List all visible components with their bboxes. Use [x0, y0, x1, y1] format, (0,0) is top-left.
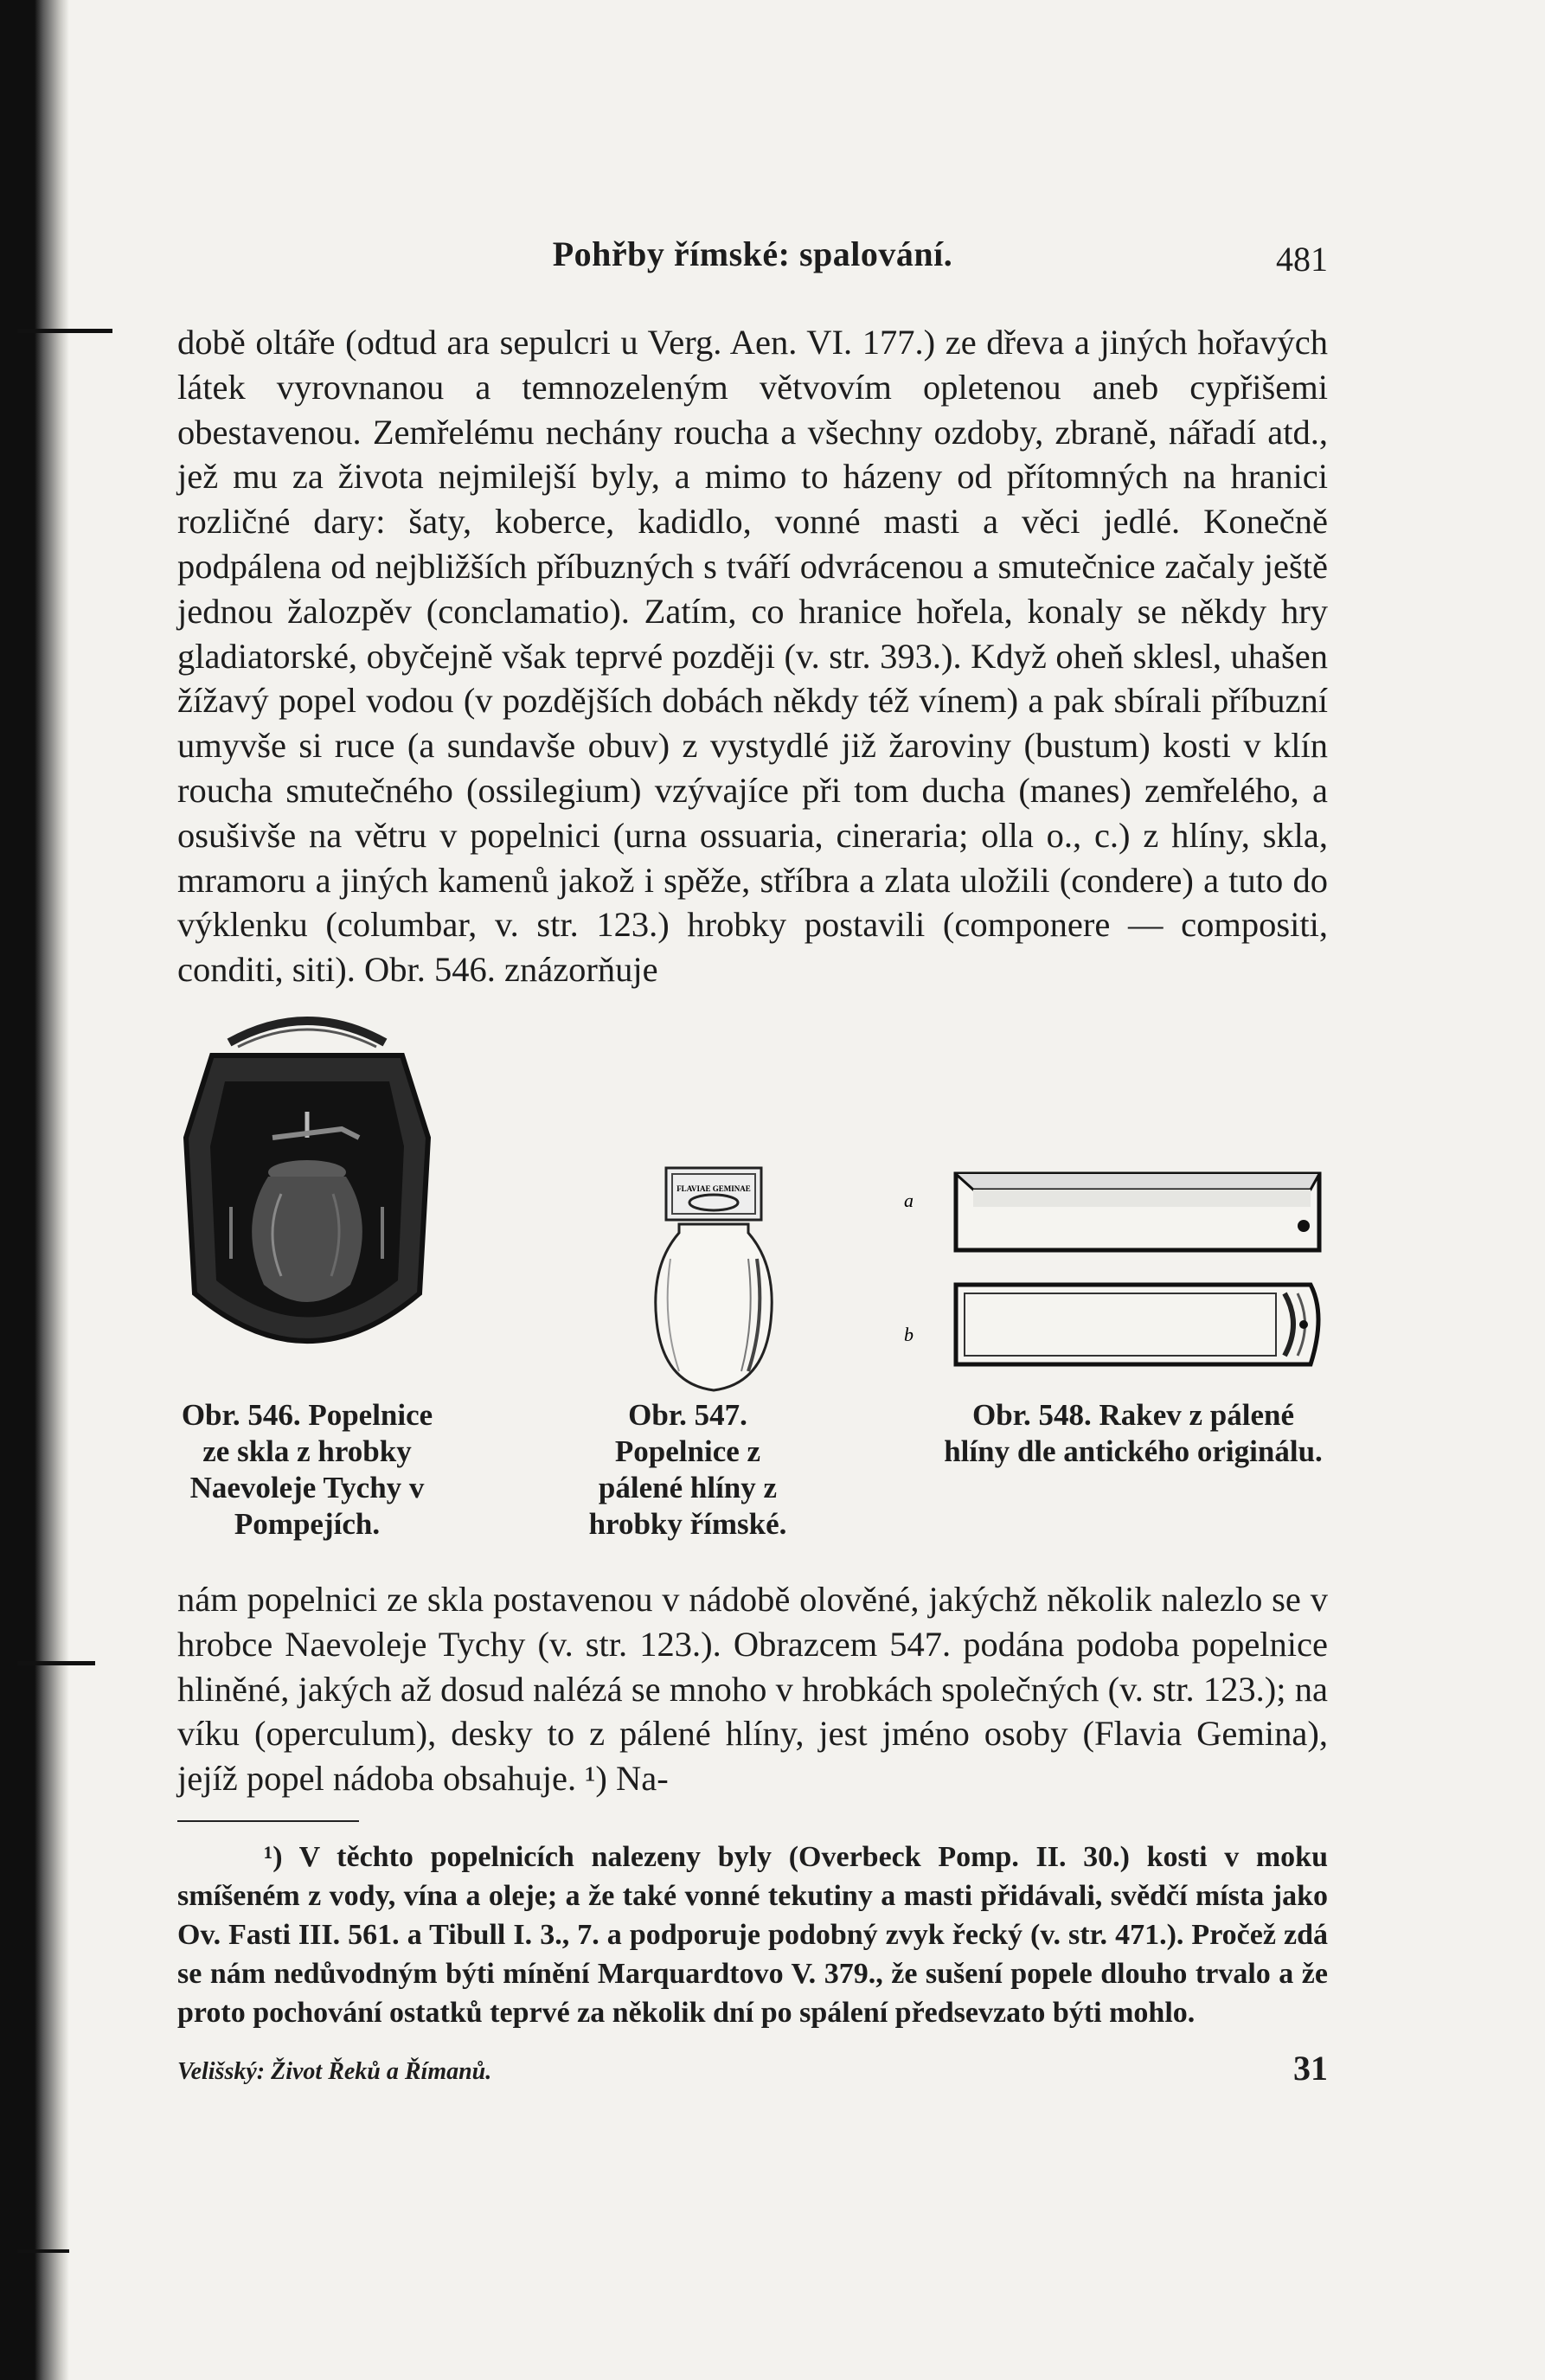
figure-546-caption: Obr. 546. Popelnice ze skla z hrobky Naevoleje Tychy v Pompejích. — [181, 1397, 433, 1541]
clay-coffin-illustration — [904, 1164, 1328, 1397]
footnote-marker: ¹) — [264, 1840, 283, 1873]
clay-urn-illustration — [636, 1164, 792, 1397]
footnote-text: V těchto popelnicích nalezeny byly (Overbeck Pomp. II. 30.) kosti v moku smíšeném z vody, vína a oleje; a že také vonné tekutiny a masti přidávali, svědčí místa jako Ov. Fasti III. 561. a Tibull I. 3., 7. a podporuje podobný zvyk řecký (v. str. 471.). Pročež zdá se nám nedůvodným býti mínění Marquardtovo V. 379., že sušení popele dlouho trvalo a že proto pochování ostatků teprvé za několik dní po spálení předsevzato býti mohlo. — [177, 1840, 1328, 2029]
lid-inscription: FLAVIAE GEMINAE — [676, 1184, 751, 1193]
figure-label-a: a — [904, 1189, 914, 1211]
footnote-divider — [177, 1820, 359, 1822]
binding-stitch-mark — [17, 2249, 69, 2253]
binding-stitch-mark — [17, 1661, 95, 1665]
figure-row — [177, 1008, 1328, 1570]
figure-548 — [904, 1164, 1328, 1397]
footnote — [177, 1838, 1328, 2032]
figure-547-caption: Obr. 547. Popelnice z pálené hlíny z hrobky římské. — [588, 1397, 787, 1541]
binding-stitch-mark — [17, 329, 112, 333]
binding-edge — [0, 0, 69, 2380]
page-number: 481 — [1276, 240, 1328, 279]
printer-signature: Velišský: Život Řeků a Římanů. — [177, 2057, 492, 2085]
body-text — [177, 320, 1328, 992]
running-head-title: Pohřby římské: spalování. — [552, 234, 953, 273]
figure-546 — [177, 1008, 437, 1384]
sheet-number: 31 — [1293, 2048, 1328, 2088]
body-text-continued — [177, 1577, 1328, 1801]
paragraph: nám popelnici ze skla postavenou v nádobě olověné, jakýchž několik nalezlo se v hrobce Naevoleje Tychy (v. str. 123.). Obrazcem 547. podána podoba popelnice hliněné, jakých až dosud nalézá se mnoho v hrobkách společných (v. str. 123.); na víku (operculum), desky to z pálené hlíny, jest jméno osoby (Flavia Gemina), jejíž popel nádoba obsahuje. ¹) Na- — [177, 1579, 1328, 1799]
running-head — [177, 234, 1328, 294]
page-footer — [177, 2048, 1328, 2100]
paragraph: době oltáře (odtud ara sepulcri u Verg. Aen. VI. 177.) ze dřeva a jiných hořavých látek vyrovnanou a temnozeleným větvovím opletenou aneb cypřišemi obestavenou. Zemřelému nechány roucha a všechny ozdoby, zbraně, nářadí atd., jež mu za života nejmilejší byly, a mimo to házeny od přítomných na hranici rozličné dary: šaty, koberce, kadidlo, vonné masti a věci jedlé. Konečně podpálena od nejbližších příbuzných s tváří odvrácenou a smutečnice začaly ještě jednou žalozpěv (conclamatio). Zatím, co hranice hořela, konaly se někdy hry gladiatorské, obyčejně však teprvé později (v. str. 393.). Když oheň sklesl, uhašen žížavý popel vodou (v pozdějších dobách někdy též vínem) a pak sbírali příbuzní umyvše si ruce (a sundavše obuv) z vystydlé již žaroviny (bustum) kosti v klín roucha smutečného (ossilegium) vzývajíce při tom ducha (manes) zemřelého, a osušivše na větru v popelnici (urna ossuaria, cineraria; olla o., c.) z hlíny, skla, mramoru a jiných kamenů jakož i spěže, stříbra a zlata uložili (condere) a tuto do výklenku (columbar, v. str. 123.) hrobky postavili (componere — compositi, conditi, siti). Obr. 546. znázorňuje — [177, 323, 1328, 990]
figure-label-b: b — [904, 1323, 914, 1345]
figure-548-caption: Obr. 548. Rakev z pálené hlíny dle antického originálu. — [944, 1397, 1323, 1468]
figure-547 — [636, 1164, 792, 1397]
book-page — [177, 234, 1328, 2100]
glass-urn-illustration — [177, 1008, 437, 1384]
